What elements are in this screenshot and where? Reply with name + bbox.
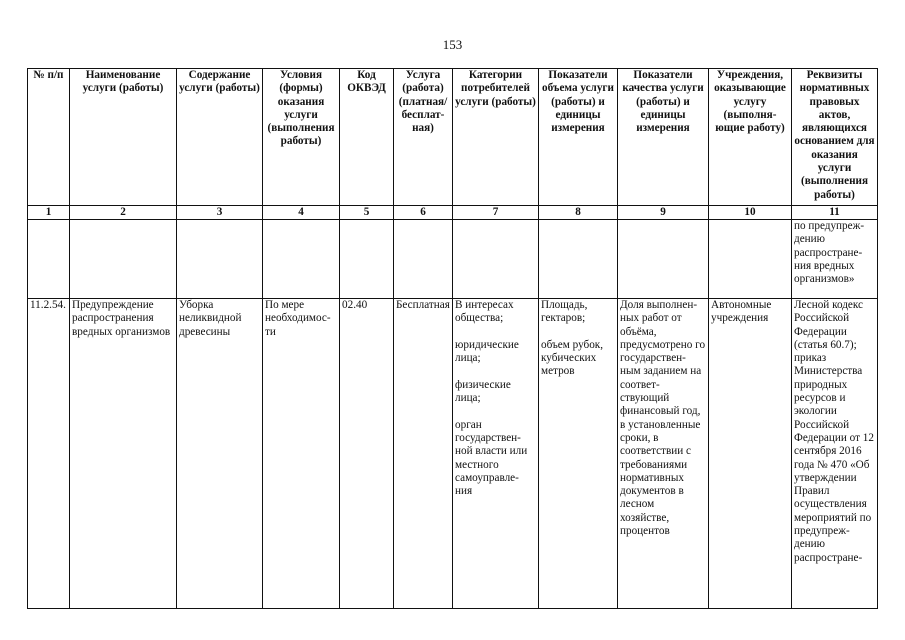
header-service-name: Наименование услуги (работы) [70,69,177,206]
row-number: 11.2.54. [28,299,70,609]
column-number: 2 [70,206,177,220]
column-number: 11 [792,206,878,220]
row-volume [539,299,618,609]
row-institutions: Автономные учреждения [709,299,792,609]
column-number: 6 [394,206,453,220]
row-paid: Бесплатная [394,299,453,609]
consumer-item: физические лица; [455,378,511,405]
empty-cell [453,220,539,299]
row-service-content: Уборка неликвидной древесины [177,299,263,609]
page-number: 153 [442,37,463,52]
header-service-content: Содержание услуги (работы) [177,69,263,206]
column-number-row [28,206,878,220]
volume-item: объем рубок, кубических метров [541,338,604,378]
empty-cell [177,220,263,299]
header-okved: Код ОКВЭД [340,69,394,206]
services-table [27,68,878,609]
row-okved: 02.40 [340,299,394,609]
empty-cell [618,220,709,299]
column-number: 5 [340,206,394,220]
column-number: 3 [177,206,263,220]
header-quality: Показатели качества услуги (работы) и единицы измерения [618,69,709,206]
empty-cell [263,220,340,299]
empty-cell [709,220,792,299]
consumer-item: орган государствен- ной власти или местного самоуправле- ния [455,418,528,498]
column-number: 10 [709,206,792,220]
column-number: 9 [618,206,709,220]
continuation-row [28,220,878,299]
row-quality: Доля выполнен- ных работ от объёма, предусмотрено го государствен- ным заданием на соответ- ствующий финансовый год, в установленные сроки, в соответствии с требованиями нормативных документов в лесном хозяйстве, процентов [618,299,709,609]
header-paid: Услуга (работа) (платная/ бесплат- ная) [394,69,453,206]
header-volume: Показатели объема услуги (работы) и единицы измерения [539,69,618,206]
column-number: 1 [28,206,70,220]
row-consumers [453,299,539,609]
consumer-item: В интересах общества; [455,299,514,325]
header-num: № п/п [28,69,70,206]
header-consumers: Категории потребителей услуги (работы) [453,69,539,206]
table-row [28,299,878,609]
empty-cell [28,220,70,299]
row-conditions: По мере необходимос- ти [263,299,340,609]
empty-cell [394,220,453,299]
header-row [28,69,878,206]
header-institutions: Учреждения, оказывающие услугу (выполня- ющие работу) [709,69,792,206]
header-legal-acts: Реквизиты нормативных правовых актов, являющихся основанием для оказания услуги (выполнения работы) [792,69,878,206]
column-number: 7 [453,206,539,220]
column-number: 8 [539,206,618,220]
empty-cell [340,220,394,299]
empty-cell [70,220,177,299]
row-legal-acts: Лесной кодекс Российской Федерации (статья 60.7); приказ Министерства природных ресурсов и экологии Российской Федерации от 12 сентября 2016 года № 470 «Об утверждении Правил осуществления мероприятий по предупреж- дению распростране- [792,299,878,609]
continuation-legal-acts: по предупреж- дению распростране- ния вредных организмов» [792,220,878,299]
header-conditions: Условия (формы) оказания услуги (выполнения работы) [263,69,340,206]
consumer-item: юридические лица; [455,338,519,365]
empty-cell [539,220,618,299]
row-service-name: Предупреждение распространения вредных организмов [70,299,177,609]
volume-item: Площадь, гектаров; [541,299,588,325]
column-number: 4 [263,206,340,220]
